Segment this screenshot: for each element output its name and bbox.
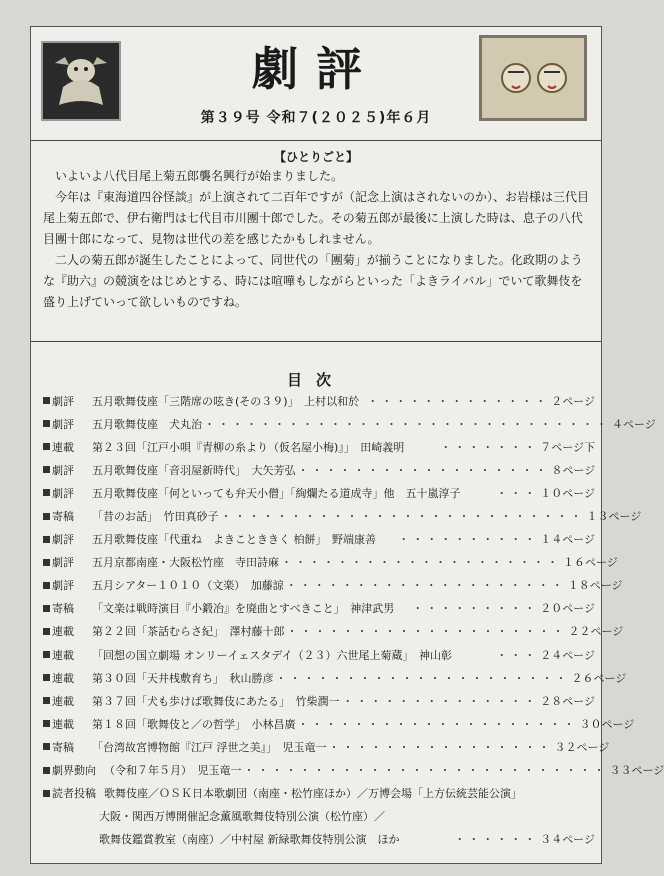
toc-title: 「昔のお話」 竹田真砂子 [92, 510, 219, 524]
square-bullet-icon [43, 536, 50, 543]
toc-category: 寄稿 [52, 602, 74, 616]
toc-leader: ・・・・・・・・・・・・・・・・・・・・ [281, 556, 561, 570]
toc-leader: ・・・・・・・・・・・・・・・・・・・・・・・・・・ [220, 510, 585, 524]
toc-page: １８ページ [567, 579, 623, 593]
toc-title: 五月歌舞伎座「代重ね よきことききく 柏餅」 野端康善 [92, 533, 376, 547]
square-bullet-icon [43, 582, 50, 589]
toc-page: １３ページ [586, 510, 642, 524]
toc-item [43, 759, 664, 782]
toc-leader: ・・・・・・・・・ [412, 602, 539, 616]
toc-category: 劇評 [52, 579, 74, 593]
section-divider [31, 341, 601, 342]
toc-item [43, 643, 595, 666]
toc-category: 連載 [52, 717, 74, 731]
toc-item [43, 574, 623, 597]
right-illustration [479, 35, 587, 121]
toc-title: 五月歌舞伎座 犬丸治 [92, 417, 202, 431]
toc-item [43, 504, 642, 527]
toc-category: 連載 [52, 648, 74, 662]
toc-title: 歌舞伎鑑賞教室（南座）／中村屋 新緑歌舞伎特別公演 ほか [99, 833, 400, 847]
toc-item [43, 597, 595, 620]
toc-category: 寄稿 [52, 510, 74, 524]
header-divider [31, 140, 601, 141]
toc-item [43, 458, 595, 481]
toc-title: 五月歌舞伎座「音羽屋新時代」 大矢芳弘 [92, 463, 296, 477]
toc-category: 連載 [52, 671, 74, 685]
square-bullet-icon [43, 697, 50, 704]
toc-category: 劇評 [52, 486, 74, 500]
newsletter-page [30, 26, 664, 864]
toc-leader: ・・・・・・・・・・・・・・・・・・・・・・・・・・ [243, 764, 608, 778]
toc-category: 連載 [52, 440, 74, 454]
square-bullet-icon [43, 466, 50, 473]
toc-item [43, 782, 595, 805]
toc-category: 劇評 [52, 556, 74, 570]
toc-page: １０ページ [540, 486, 595, 500]
toc-item [43, 481, 595, 504]
toc-item [43, 528, 595, 551]
toc-page: ２ページ [551, 394, 595, 408]
toc-continuation [43, 828, 595, 851]
toc-leader: ・・・・・・・・・・・・・・・・ [328, 740, 553, 754]
toc-title: （令和７年５月） 児玉竜一 [104, 764, 242, 778]
toc-leader: ・・・・・・・・・・ [398, 533, 539, 547]
header [31, 27, 601, 139]
toc-item [43, 712, 635, 735]
hitorigoto-paragraph-3: 二人の菊五郎が誕生したことによって、同世代の「團菊」が揃うことになりました。化政期のような『助六』の競演をはじめとする、時には喧嘩もしながらといった「よきライバル」でいて歌舞伎を盛り上げていって欲しいものですね。 [43, 253, 583, 309]
toc-category: 劇界動向 [52, 764, 96, 778]
toc-item [43, 620, 624, 643]
square-bullet-icon [43, 743, 50, 750]
hitorigoto-paragraph-1: いよいよ八代目尾上菊五郎襲名興行が始まりました。 [55, 169, 344, 183]
toc-continuation [43, 805, 595, 828]
toc-page: １６ページ [563, 556, 618, 570]
toc-title: 第２２回「茶話むらさ紀」 澤村藤十郎 [92, 625, 285, 639]
toc-leader: ・・・・・・・・・・・・・・・・・・・・・ [275, 671, 570, 685]
toc-item [43, 435, 595, 458]
toc-leader: ・・・・・・・・・・・・・ [367, 394, 550, 408]
toc-page: １４ページ [540, 533, 595, 547]
toc-leader: ・・・・・・・・・・・・・・・・・・ [297, 463, 550, 477]
toc-item [43, 689, 595, 712]
toc-leader: ・・・・・・・・・・・・・・ [342, 694, 539, 708]
square-bullet-icon [43, 443, 50, 450]
toc-leader: ・・・・・・ [454, 833, 539, 847]
toc-page: ３２ページ [554, 740, 610, 754]
toc-title: 第２３回「江戸小唄『青柳の糸より（仮名屋小梅)』」 田崎義明 [92, 440, 405, 454]
toc-title: 第１８回「歌舞伎と／の哲学」 小林昌廣 [92, 717, 296, 731]
toc-leader: ・・・・・・・・・・・・・・・・・・・・・・・・・・・・・ [204, 417, 610, 431]
toc-title: 第３０回「天井桟敷育ち」 秋山勝彦 [92, 671, 274, 685]
toc-title: 「文楽は戦時演目『小鍛冶』を廃曲とすべきこと」 神津武男 [92, 602, 395, 616]
hitorigoto-heading: 【ひとりごと】 [273, 150, 358, 164]
toc-page: ２２ページ [568, 625, 624, 639]
toc-page: ２８ページ [540, 694, 595, 708]
toc-leader: ・・・・・・・・・・・・・・・・・・・・ [285, 579, 566, 593]
toc-page: ２０ページ [540, 602, 595, 616]
toc-category: 劇評 [52, 417, 74, 431]
toc-page: ３４ページ [540, 833, 595, 847]
toc-item [43, 551, 618, 574]
square-bullet-icon [43, 720, 50, 727]
square-bullet-icon [43, 420, 50, 427]
toc-leader: ・・・・・・・・・・・・・・・・・・・・ [286, 625, 567, 639]
toc-item [43, 735, 610, 758]
square-bullet-icon [43, 651, 50, 658]
toc-page: ８ページ [551, 463, 596, 477]
toc-title: 「回想の国立劇場 オンリーイェスタデイ（２３）六世尾上菊蔵」 神山彰 [92, 648, 452, 662]
page-title: 劇評 [252, 42, 380, 96]
toc-page: ２６ページ [571, 671, 627, 685]
toc-category: 寄稿 [52, 740, 74, 754]
square-bullet-icon [43, 489, 50, 496]
square-bullet-icon [43, 790, 50, 797]
square-bullet-icon [43, 674, 50, 681]
toc-title: 第３７回「犬も歩けば歌舞伎にあたる」 竹柴潤一 [92, 694, 340, 708]
square-bullet-icon [43, 397, 50, 404]
table-of-contents [43, 389, 664, 851]
toc-title: 「台湾故宮博物館『江戸 浮世之美』」 児玉竜一 [92, 740, 327, 754]
toc-title: 五月京都南座・大阪松竹座 寺田詩麻 [92, 556, 279, 570]
toc-title: 大阪・関西万博開催記念薫風歌舞伎特別公演（松竹座）／ [99, 810, 385, 824]
toc-category: 読者投稿 [52, 787, 96, 801]
toc-category: 劇評 [52, 533, 74, 547]
hitorigoto-paragraph-2: 今年は『東海道四谷怪談』が上演されて二百年ですが（記念上演はされないのか）、お岩様は三代目尾上菊五郎で、伊右衛門は七代目市川團十郎でした。その菊五郎が最後に上演した時は、息子の八代目團十郎になって、見物は世代の差を感じたかもしれません。 [43, 190, 590, 246]
issue-line: 第３９号 令和７(２０２５)年６月 [200, 110, 432, 126]
toc-leader: ・・・ [496, 648, 539, 662]
toc-category: 連載 [52, 694, 74, 708]
toc-leader: ・・・・・・・ [440, 440, 539, 454]
toc-title: 歌舞伎座／ＯＳＫ日本歌劇団（南座・松竹座ほか）／万博会場「上方伝統芸能公演」 [104, 787, 522, 801]
toc-category: 劇評 [52, 394, 74, 408]
toc-leader: ・・・ [496, 486, 539, 500]
toc-page: ３０ページ [579, 717, 635, 731]
toc-title: 五月シアター１０１０（文楽） 加藤諒 [92, 579, 284, 593]
toc-item [43, 666, 627, 689]
toc-item [43, 389, 595, 412]
toc-title: 五月歌舞伎座「何といっても弁天小僧」「絢爛たる道成寺」他 五十嵐淳子 [92, 486, 461, 500]
toc-item [43, 412, 656, 435]
square-bullet-icon [43, 767, 50, 774]
toc-category: 連載 [52, 625, 74, 639]
toc-title: 五月歌舞伎座「三階席の呟き(その３９)」 上村以和於 [92, 394, 360, 408]
square-bullet-icon [43, 605, 50, 612]
square-bullet-icon [43, 628, 50, 635]
toc-page: ２４ページ [540, 648, 595, 662]
toc-category: 劇評 [52, 463, 74, 477]
toc-page: ７ページ下 [540, 440, 595, 454]
toc-page: ４ページ [612, 417, 656, 431]
toc-leader: ・・・・・・・・・・・・・・・・・・・・ [297, 717, 578, 731]
toc-page: ３３ページ [609, 764, 664, 778]
left-illustration [41, 41, 121, 121]
square-bullet-icon [43, 513, 50, 520]
square-bullet-icon [43, 559, 50, 566]
toc-heading: 目次 [286, 371, 345, 389]
